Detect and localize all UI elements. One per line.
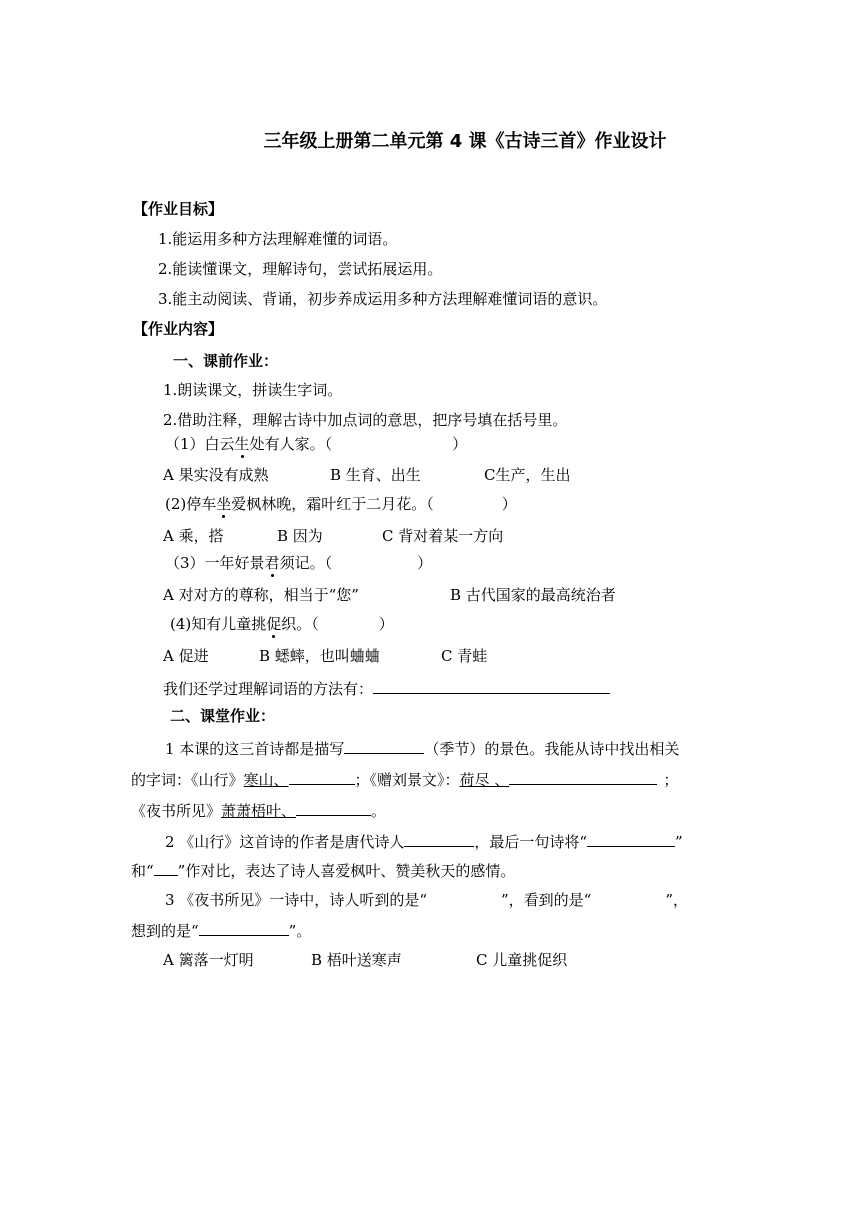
part2-q1-line1 [165,737,679,759]
question-text: 1 本课的这三首诗都是描写 [165,740,345,758]
answer-blank[interactable] [587,830,675,847]
sentence-3 [165,553,432,573]
question-text: 《夜书所见》 [131,802,222,820]
sentence-1 [165,434,467,454]
question-text: ”， [665,891,688,909]
sentence-text: 须记。（ [279,554,333,572]
goal-item: 1.能运用多种方法理解难懂的词语。 [158,230,398,248]
answer-blank[interactable] [154,859,178,876]
question-text: 2 《山行》这首诗的作者是唐代诗人 [165,833,405,851]
question-text: 的字词：《山行》 [131,771,244,789]
part1-question: 1.朗读课文，拼读生字词。 [163,381,343,399]
answer-blank[interactable] [199,919,289,936]
sentence-text: ） [378,615,394,633]
option-a: A 对对方的尊称，相当于“您” [163,586,359,604]
sentence-text: (4)知有儿童挑 [170,615,267,633]
underlined-answer: 寒山、 [243,771,289,789]
answer-blank[interactable] [289,768,355,785]
methods-line [163,677,610,699]
question-text: ，最后一句诗将“ [474,833,587,851]
option-c: C 儿童挑促织 [476,951,568,969]
option-b: B 生育、出生 [330,466,421,484]
question-text: 3 《夜书所见》一诗中，诗人听到的是“ [165,891,427,909]
goals-heading: 【作业目标】 [133,200,224,218]
sentence-text: 织。（ [281,615,319,633]
option-a: A 果实没有成熟 [163,466,269,484]
part2-q2-line2 [131,859,515,881]
question-text: ； [663,771,679,789]
part2-q1-line3 [131,799,386,821]
part2-q3-line1 [165,890,688,910]
option-b: B 古代国家的最高统治者 [450,586,616,604]
underlined-answer: 萧萧梧叶、 [221,802,297,820]
part2-q3-line2 [131,919,311,941]
option-a: A 乘，搭 [163,527,224,545]
sentence-text: （3）一年好景 [165,554,265,572]
content-heading: 【作业内容】 [133,320,224,338]
sentence-text: ） [452,435,468,453]
question-text: 和“ [131,862,154,880]
answer-blank[interactable] [404,830,474,847]
option-c: C生产，生出 [484,466,571,484]
part2-heading: 二、课堂作业： [170,707,276,725]
option-c: C 背对着某一方向 [382,527,504,545]
answer-blank[interactable] [344,737,424,754]
page-title: 三年级上册第二单元第 4 课《古诗三首》作业设计 [263,131,667,152]
sentence-2 [165,494,517,514]
goal-item: 3.能主动阅读、背诵，初步养成运用多种方法理解难懂词语的意识。 [158,290,608,308]
part1-heading: 一、课前作业： [173,352,279,370]
option-b: B 蟋蟀，也叫蛐蛐 [259,647,380,665]
sentence-4 [170,614,394,634]
question-text: 想到的是“ [131,922,199,940]
methods-label: 我们还学过理解词语的方法有： [163,680,374,698]
answer-blank[interactable] [373,677,610,694]
dotted-word: 君 [264,554,280,572]
option-a: A 促进 [163,647,209,665]
sentence-text: （1）白云 [165,435,235,453]
option-a: A 篱落一灯明 [163,951,254,969]
sentence-text: ） [501,495,517,513]
option-b: B 梧叶送寒声 [311,951,402,969]
question-text: ” [675,833,683,851]
option-c: C 青蛙 [441,647,488,665]
question-text: ”。 [288,922,312,940]
question-text: ；《赠刘景文》： [354,771,460,789]
answer-blank[interactable] [509,768,657,785]
goal-item: 2.能读懂课文，理解诗句，尝试拓展运用。 [158,260,443,278]
question-text: ”，看到的是“ [500,891,592,909]
sentence-text: (2)停车 [165,495,217,513]
answer-blank[interactable] [296,799,371,816]
dotted-word: 促 [266,615,282,633]
question-text: 。 [371,802,387,820]
option-b: B 因为 [277,527,323,545]
part1-question: 2.借助注释，理解古诗中加点词的意思，把序号填在括号里。 [163,411,568,429]
sentence-text: 爱枫林晚，霜叶红于二月花。（ [231,495,434,513]
question-text: ”作对比，表达了诗人喜爱枫叶、赞美秋天的感情。 [177,862,516,880]
part2-q1-line2 [131,768,678,790]
question-text: （季节）的景色。我能从诗中找出相关 [424,740,680,758]
sentence-text: ） [417,554,433,572]
sentence-text: 处有人家。（ [249,435,333,453]
dotted-word: 坐 [216,495,232,513]
part2-q2-line1 [165,830,683,852]
underlined-answer: 荷尽 、 [459,771,510,789]
dotted-word: 生 [234,435,250,453]
